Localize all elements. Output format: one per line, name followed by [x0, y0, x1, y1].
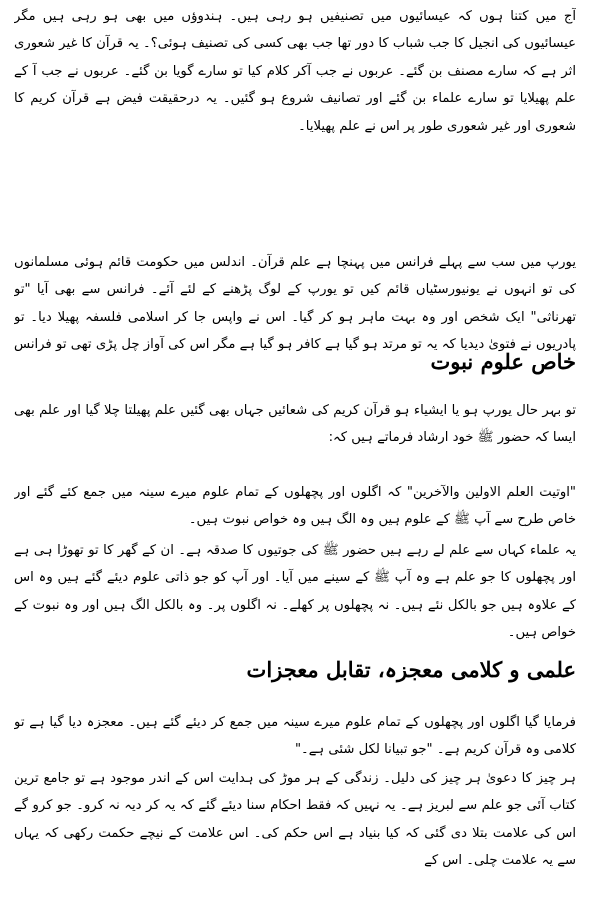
paragraph-2: یورپ میں سب سے پہلے فرانس میں پہنچا ہے علم قرآن۔ اندلس میں حکومت قائم ہوئی مسلمانوں کی تو انہوں نے یونیورسٹیاں قائم کیں تو یورپ کے لوگ پڑھنے کے لئے آئے۔ فرانس سے بھی آیا "تو تھرناثی" ایک شخص اور وہ بہت ماہر ہو کر گیا۔ اس نے واپس جا کر اسلامی فلسفہ پھیلا دیا۔ تو پادریوں نے فتویٰ دیدیا کہ یہ تو مرتد ہو گیا ہے کافر ہو گیا ہے مگر اس کی آواز چل پڑی تھی تو فرانس: [14, 255, 576, 353]
section1-quote: [14, 479, 576, 535]
section2-paragraph-1: فرمایا گیا اگلوں اور پچھلوں کے تمام علوم میرے سینہ میں جمع کر دیئے گئے ہیں۔ معجزہ دیا گیا ہے تو کلامی وہ قرآن کریم ہے۔ "جو تبیانا لکل شئی ہے۔": [14, 715, 576, 758]
paragraph-1: آج میں کتنا ہوں کہ عیسائیوں میں تصنیفیں ہو رہی ہیں۔ ہندوؤں میں بھی ہو رہی ہیں مگر عیسائیوں کی انجیل کا جب شباب کا دور تھا جب بھی کسی کی تصنیف ہوئی؟۔ یہ قرآن کا غیر شعوری اثر ہے کہ سارے مصنف بن گئے۔ عربوں نے جب آکر کلام کیا تو سارے گویا بن گئے۔ عربوں نے جب آ کے علم پھیلایا تو سارے علماء بن گئے اور تصانیف شروع ہو گئیں۔ یہ درحقیقت فیض ہے قرآن کریم کا شعوری اور غیر شعوری طور پر اس نے علم پھیلایا۔: [14, 9, 576, 134]
section-heading-khas-uloom-nubuwwat: خاص علوم نبوت: [430, 349, 576, 374]
arabic-quote: "اوتیت العلم الاولین والآخرین": [406, 485, 576, 500]
section-heading-ilmi-kalami-mojiza: علمی و کلامی معجزہ، تقابل معجزات: [246, 657, 576, 682]
section2-paragraph-2: ہر چیز کا دعویٰ ہر چیز کی دلیل۔ زندگی کے ہر موڑ کی ہدایت اس کے اندر موجود ہے تو جامع ترین کتاب آئی جو علم سے لبریز ہے۔ یہ نہیں کہ فقط احکام سنا دیئے گئے کہ یہ کر دیہ نہ کرو۔ جو کرو گے اس کی علامت بتلا دی گئی کہ کیا بنیاد ہے اس حکم کی۔ اس علامت کے نیچے حکمت رکھی کہ یہاں سے یہ علامت چلی۔ اس کے: [14, 771, 576, 869]
section1-paragraph-2: یہ علماء کہاں سے علم لے رہے ہیں حضور ﷺ کی جوتیوں کا صدقہ ہے۔ ان کے گھر کا تو تھوڑا ہی ہے اور پچھلوں کا جو علم ہے وہ آپ ﷺ کے سینے میں آیا۔ اور آپ کو جو ذاتی علوم دیئے گئے ہیں وہ اس کے علاوہ ہیں جو بالکل نئے ہیں۔ نہ پچھلوں پر کھلے۔ نہ اگلوں پر۔ وہ بالکل الگ ہیں اور وہ نبوت کے خواص ہیں۔: [14, 543, 576, 641]
section1-paragraph-1: تو بہر حال یورپ ہو یا ایشیاء ہو قرآن کریم کی شعائیں جہاں بھی گئیں علم پھیلتا چلا گیا اور علم بھی ایسا کہ حضور ﷺ خود ارشاد فرماتے ہیں کہ:: [14, 403, 576, 446]
quote-translation: کہ اگلوں اور پچھلوں کے تمام علوم میرے سینہ میں جمع کئے گئے اور خاص طرح سے آپ ﷺ کے علوم ہیں وہ الگ ہیں وہ خواص نبوت ہیں۔: [14, 485, 576, 528]
